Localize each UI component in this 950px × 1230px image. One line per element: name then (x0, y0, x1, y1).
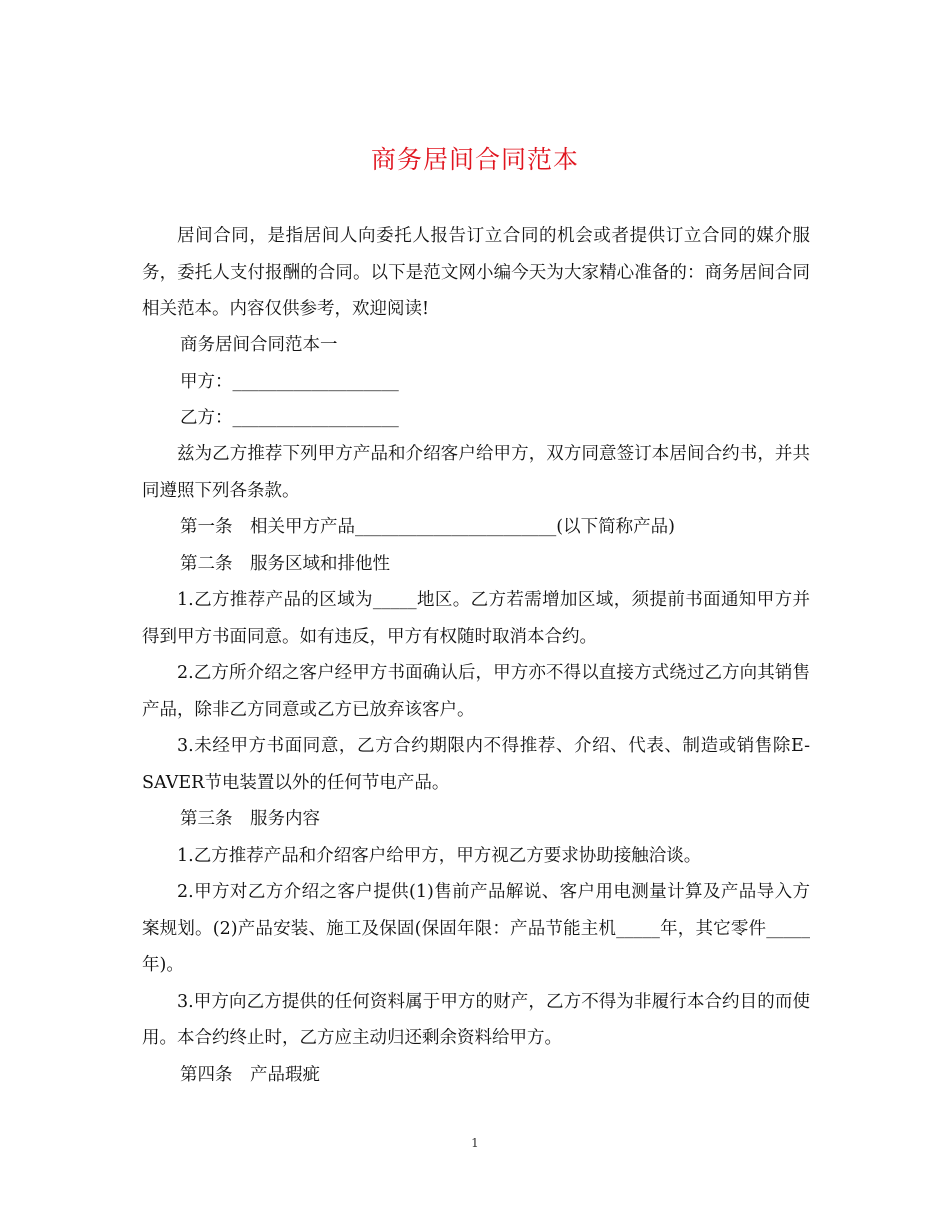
article-one: 第一条 相关甲方产品_______________________(以下简称产品) (180, 517, 675, 537)
article-three-item-1: 1.乙方推荐产品和介绍客户给甲方，甲方视乙方要求协助接触洽谈。 (177, 845, 702, 866)
article-two-item-1: 1.乙方推荐产品的区域为_____地区。乙方若需增加区域，须提前书面通知甲方并得到甲方书面同意。如有违反，甲方有权随时取消本合约。 (142, 590, 810, 647)
party-a-line: 甲方：___________________ (180, 371, 399, 392)
document-body (142, 218, 810, 328)
article-two-item-3: 3.未经甲方书面同意，乙方合约期限内不得推荐、介绍、代表、制造或销售除E-SAVER节电装置以外的任何节电产品。 (142, 736, 810, 793)
document-body-lines (142, 327, 810, 437)
article-two-heading: 第二条 服务区域和排他性 (180, 553, 390, 574)
article-two-item-2: 2.乙方所介绍之客户经甲方书面确认后，甲方亦不得以直接方式绕过乙方向其销售产品，除非乙方同意或乙方已放弃该客户。 (142, 663, 810, 720)
article-three-item-3: 3.甲方向乙方提供的任何资料属于甲方的财产，乙方不得为非履行本合约目的而使用。本合约终止时，乙方应主动归还剩余资料给甲方。 (142, 991, 810, 1048)
article-three-heading: 第三条 服务内容 (180, 809, 320, 829)
document-body-main (142, 436, 810, 1093)
intro-paragraph: 居间合同，是指居间人向委托人报告订立合同的机会或者提供订立合同的媒介服务，委托人支付报酬的合同。以下是范文网小编今天为大家精心准备的：商务居间合同相关范本。内容仅供参考，欢迎阅读! (142, 226, 810, 319)
article-four-heading: 第四条 产品瑕疵 (180, 1064, 320, 1085)
article-three-item-2: 2.甲方对乙方介绍之客户提供(1)售前产品解说、客户用电测量计算及产品导入方案规划。(2)产品安装、施工及保固(保固年限：产品节能主机_____年，其它零件_____年)。 (142, 882, 810, 975)
party-b-line: 乙方：___________________ (180, 408, 399, 428)
section-heading: 商务居间合同范本一 (180, 335, 338, 355)
page-number: 1 (471, 1136, 479, 1150)
document-title: 商务居间合同范本 (370, 145, 579, 174)
preamble-paragraph: 兹为乙方推荐下列甲方产品和介绍客户给甲方，双方同意签订本居间合约书，并共同遵照下列各条款。 (142, 444, 810, 501)
